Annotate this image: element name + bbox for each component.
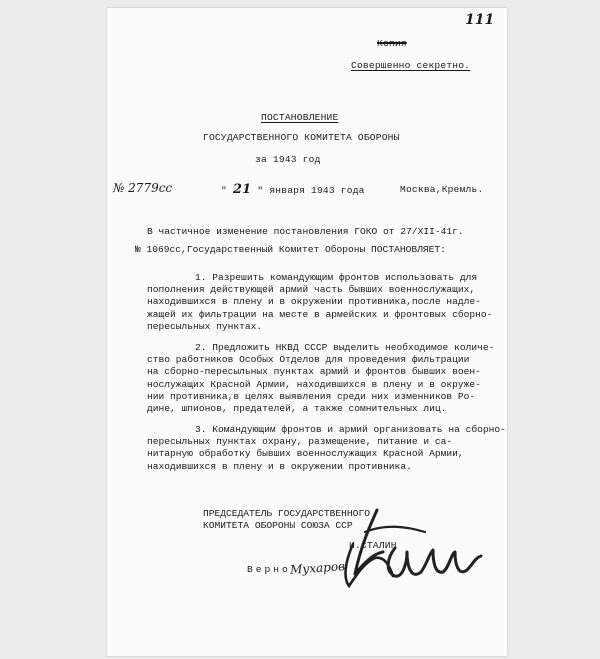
date-day: 21 bbox=[232, 182, 252, 197]
document-place: Москва,Кремль. bbox=[400, 184, 484, 195]
year-line: за 1943 год bbox=[255, 154, 321, 165]
page-number: 111 bbox=[465, 12, 495, 28]
intro-line: В частичное изменение постановления ГОКО от 27/XII-41г. bbox=[147, 226, 464, 237]
point-1-line: пересыльных пунктах. bbox=[147, 320, 263, 332]
point-2-line: ство работников Особых Отделов для проведения фильтрации bbox=[147, 354, 470, 366]
date-quote: " bbox=[221, 185, 227, 196]
point-3-line: нитарную обработку бывших военнослужащих Красной Армии, bbox=[147, 448, 464, 460]
document-page bbox=[107, 8, 507, 656]
copy-label: Копия bbox=[377, 38, 407, 49]
point-3-line: находившихся в плену и в окружении противника. bbox=[147, 460, 412, 472]
point-1-line: находившихся в плену и в окружении противника,после надле- bbox=[147, 296, 481, 308]
point-1-paragraph bbox=[147, 272, 515, 333]
point-2-line: нии противника,в целях выявления среди них изменников Ро- bbox=[147, 390, 476, 402]
signature-title-line: КОМИТЕТА ОБОРОНЫ СОЮЗА ССР bbox=[203, 520, 353, 532]
classification-label: Совершенно секретно. bbox=[351, 60, 471, 71]
intro-paragraph bbox=[135, 226, 515, 256]
intro-line: № 1069сс,Государственный Комитет Обороны ПОСТАНОВЛЯЕТ: bbox=[135, 244, 446, 256]
point-1-line: 1. Разрешить командующим фронтов использовать для bbox=[195, 272, 478, 283]
point-2-line: 2. Предложить НКВД СССР выделить необходимое количе- bbox=[195, 342, 495, 353]
document-number: № 2779сс bbox=[113, 181, 173, 195]
verno-label: Верно bbox=[247, 564, 291, 575]
verno-signature-stroke bbox=[335, 534, 415, 594]
document-date bbox=[221, 182, 365, 197]
point-3-line: пересыльных пунктах охрану, размещение, питание и са- bbox=[147, 436, 453, 448]
point-2-line: дине, шпионов, предателей, а также сомнительных лиц. bbox=[147, 403, 447, 415]
point-3-line: 3. Командующим фронтов и армий организовать на сборно- bbox=[195, 424, 506, 435]
verno-signature: Мухаров bbox=[289, 559, 346, 577]
point-3-paragraph bbox=[147, 424, 515, 473]
document-title: ПОСТАНОВЛЕНИЕ bbox=[261, 112, 339, 123]
point-2-paragraph bbox=[147, 342, 515, 415]
point-2-line: нослужащих Красной Армии, находившихся в плену и в окруже- bbox=[147, 378, 481, 390]
date-month-year: " января 1943 года bbox=[257, 185, 365, 196]
signer-name: И.СТАЛИН bbox=[349, 540, 397, 551]
issuer-line: ГОСУДАРСТВЕННОГО КОМИТЕТА ОБОРОНЫ bbox=[203, 132, 400, 143]
point-1-line: пополнения действующей армий часть бывших военнослужащих, bbox=[147, 284, 476, 296]
signature-title-line: ПРЕДСЕДАТЕЛЬ ГОСУДАРСТВЕННОГО bbox=[203, 508, 370, 519]
point-1-line: жащей их фильтрации на месте в армейских и фронтовых сборно- bbox=[147, 308, 493, 320]
point-2-line: на сборно-пересыльных пунктах армий и фронтов бывших воен- bbox=[147, 366, 481, 378]
